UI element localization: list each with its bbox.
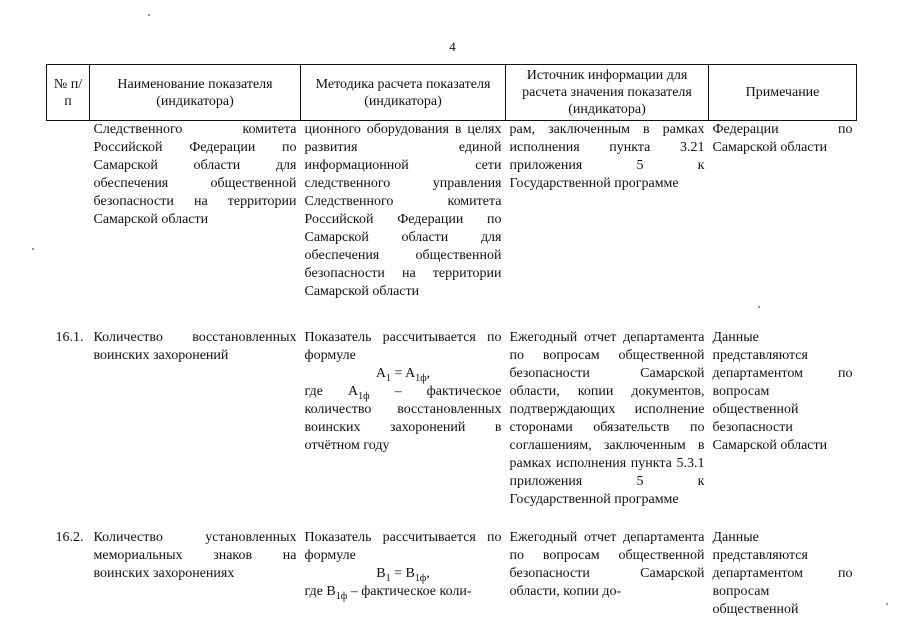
row-name: Количество установленных мемориальных знаков на воинских захоронениях (93, 530, 297, 581)
row-note: Данные представляются департаментом по вопросам общественной безопасности Самарской области (712, 330, 853, 453)
row-num: 16.1. (55, 330, 84, 345)
row-num (47, 121, 90, 315)
row-note: Федерации по Самарской области (712, 122, 853, 155)
header-num: № п/п (47, 65, 90, 121)
row-num: 16.2. (55, 530, 84, 545)
row-method (301, 519, 506, 619)
row-source: Ежегодный отчет департамента по вопросам общественной безопасности Самарской области, копии документов, подтверждающих исполнение сторонами обязательств по соглашениям, заключенным в рамках исполнения пункта 5.3.1 приложения 5 к Государственной программе (509, 330, 705, 507)
table-header-row (47, 65, 857, 121)
header-name: Наименование показателя (индикатора) (90, 65, 301, 121)
row-note: Данные представляются департаментом по вопросам общественной (712, 530, 853, 617)
header-note: Примечание (709, 65, 857, 121)
table-row (47, 314, 857, 519)
row-name: Следственного комитета Российской Федерации по Самарской области для обеспечения общественной безопасности на территории Самарской области (93, 122, 297, 227)
scan-speck (32, 248, 34, 250)
table-row (47, 519, 857, 619)
method-intro: Показатель рассчитывается по формуле (304, 530, 502, 563)
row-source: Ежегодный отчет департамента по вопросам общественной безопасности Самарской области, копии до- (509, 530, 705, 599)
method-intro: Показатель рассчитывается по формуле (304, 330, 502, 363)
scan-speck (758, 306, 760, 308)
indicators-table (46, 64, 857, 619)
row-source: рам, заключенным в рамках исполнения пункта 3.21 приложения 5 к Государственной программе (509, 122, 705, 191)
header-source: Источник информации для расчета значения показателя (индикатора) (506, 65, 709, 121)
row-name: Количество восстановленных воинских захоронений (93, 330, 297, 363)
method-where: где $B_{1ф}$ – фактическое коли- (304, 584, 472, 602)
method-formula: $B_1 = B_{1ф}$, (376, 566, 430, 584)
page-number: 4 (449, 39, 456, 54)
method-formula: $A_1 = A_{1ф}$, (375, 366, 431, 384)
scan-speck (886, 603, 888, 605)
header-method: Методика расчета показателя (индикатора) (301, 65, 506, 121)
method-where: где $A_{1ф}$ – фактическое количество восстановленных воинских захоронений в отчётном году (304, 384, 502, 453)
row-method: ционного оборудования в целях развития единой информационной сети следственного управления Следственного комитета Российской Федерации по Самарской области для обеспечения общественной безопасности на территории Самарской области (304, 122, 502, 299)
scan-speck (148, 14, 150, 16)
table-row (47, 121, 857, 315)
row-method (301, 314, 506, 519)
